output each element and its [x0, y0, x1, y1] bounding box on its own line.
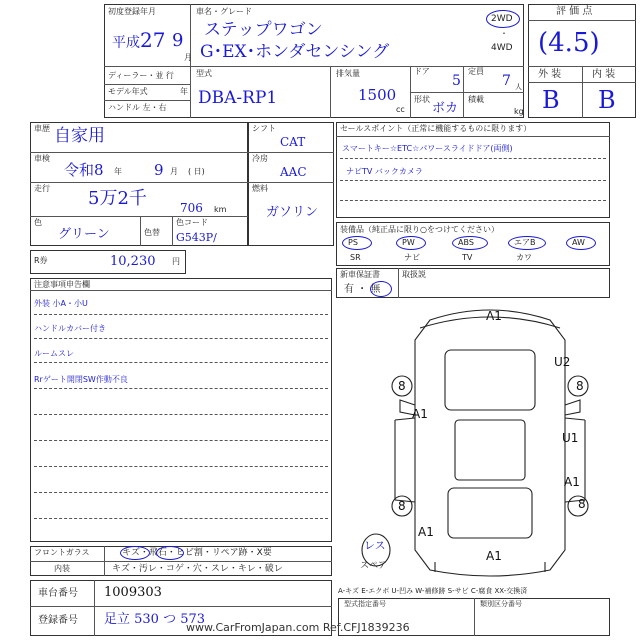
model-year-unit: 年	[180, 87, 188, 96]
recycle-amount: 10,230	[110, 254, 156, 269]
model-class-label: 型式指定番号	[344, 600, 386, 608]
interior-options: キズ・汚レ・コゲ・穴・スレ・キレ・破レ	[112, 564, 283, 574]
equip-aw: AW	[572, 238, 585, 247]
equip-tv: TV	[462, 253, 473, 262]
car-name-label: 車名・グレード	[196, 7, 252, 16]
inspection-year-unit: 年	[114, 167, 122, 176]
shift-label: シフト	[252, 124, 276, 133]
footer-watermark: www.CarFromJapan.com Ref.CFJ1839236	[186, 621, 410, 634]
damage-legend: A-キズ E-エクボ U-凹み W-補修跡 S-サビ C-腐食 XX-交換済	[338, 587, 528, 595]
damage-a1-right: A1	[564, 475, 580, 489]
month-unit: 月	[184, 53, 192, 62]
interior-grade: B	[598, 86, 616, 114]
mileage-label: 走行	[34, 184, 50, 193]
damage-a1-left: A1	[412, 407, 428, 421]
color-label: 色	[34, 218, 42, 227]
note-2: ハンドルカバー付き	[34, 324, 106, 333]
doors-label: ドア	[414, 67, 430, 76]
warranty-label: 新車保証書	[340, 270, 380, 279]
equipment-label: 装備品（純正品に限り○をつけてください）	[340, 225, 499, 234]
first-registration-era: 平成	[112, 35, 140, 51]
fuel-label: 燃料	[252, 184, 268, 193]
sales-points-label: セールスポイント（正常に機能するものに限ります）	[340, 124, 532, 133]
ac: AAC	[280, 165, 307, 179]
interior-label: 内 装	[592, 69, 616, 80]
note-4: Rrゲート開閉SW作動不良	[34, 375, 128, 384]
tire-rl: 8	[398, 499, 406, 513]
first-registration-label: 初度登録年月	[108, 7, 156, 16]
drive-dot: ・	[500, 29, 508, 38]
shift: CAT	[280, 135, 306, 149]
ac-label: 冷房	[252, 154, 268, 163]
exterior-label: 外 装	[538, 69, 562, 80]
inspection-month: 9	[154, 161, 164, 179]
displacement: 1500	[358, 86, 397, 104]
damage-a1-rear-left: A1	[418, 525, 434, 539]
damage-a1-rear: A1	[486, 549, 502, 563]
front-glass-options: キズ・飛石・ヒビ割・リペア跡・X要	[122, 548, 272, 558]
color-code-label: 色コード	[176, 218, 208, 227]
sales-point-2: ナビTV バックカメラ	[346, 167, 423, 176]
inspection-day: ( 日)	[188, 167, 205, 176]
load-capacity-label: 積載	[468, 95, 484, 104]
manual-label: 取扱説	[402, 270, 426, 279]
first-registration-month: 9	[172, 30, 184, 51]
inspection-label: 車検	[34, 154, 50, 163]
equip-navi: ナビ	[404, 253, 420, 262]
usage: 自家用	[54, 126, 105, 146]
mileage-unit: km	[214, 205, 227, 214]
class-number-label: 類別区分番号	[480, 600, 522, 608]
color-change-label: 色替	[144, 228, 160, 237]
notes-label: 注意事項申告欄	[34, 280, 90, 289]
equip-airbag: エアB	[514, 238, 536, 247]
body-shape: ボカ	[432, 101, 459, 116]
tire-fl: 8	[398, 379, 406, 393]
tire-fr: 8	[576, 379, 584, 393]
plate-number: 足立 530 つ 573	[104, 612, 206, 627]
plate-label: 登録番号	[38, 615, 78, 626]
capacity: 7	[502, 73, 511, 89]
glass-chip-circle	[156, 546, 184, 560]
equip-abs: ABS	[458, 238, 474, 247]
interior-label-row: 内装	[54, 564, 70, 573]
warranty-value: 有 ・ 無	[344, 284, 381, 295]
spare-none: レス	[364, 539, 386, 552]
displacement-label: 排気量	[336, 69, 360, 78]
front-glass-label: フロントガラス	[34, 548, 90, 557]
note-3: ルームスレ	[34, 349, 74, 358]
equip-sr: SR	[350, 253, 361, 262]
load-capacity-unit: kg	[514, 107, 524, 116]
drive-2wd: 2WD	[491, 14, 513, 24]
capacity-label: 定員	[468, 67, 484, 76]
recycle-label: R券	[34, 256, 48, 265]
tire-rr: 8	[578, 497, 586, 511]
glass-scratch-circle	[120, 546, 150, 560]
handle-label: ハンドル 左・右	[108, 103, 167, 112]
recycle-unit: 円	[172, 257, 180, 266]
sales-point-1: スマートキー☆ETC☆パワースライドドア(両側)	[342, 144, 513, 153]
model-year-label: モデル年式	[108, 87, 148, 96]
score-label: 評 価 点	[556, 6, 593, 17]
inspection-era: 令和8	[64, 161, 104, 179]
spare-label: スペア	[360, 561, 388, 571]
chassis-number: 1009303	[104, 585, 162, 600]
color-code: G543P/	[176, 231, 217, 244]
displacement-unit: cc	[396, 105, 405, 114]
usage-label: 車歴	[34, 124, 50, 133]
doors: 5	[452, 73, 461, 89]
note-1: 外装 小A・小U	[34, 299, 88, 308]
chassis-label: 車台番号	[38, 588, 78, 599]
color: グリーン	[58, 227, 110, 242]
damage-u1: U1	[562, 431, 579, 445]
model-code-label: 型式	[196, 69, 212, 78]
notes	[30, 278, 332, 542]
body-shape-label: 形状	[414, 95, 430, 104]
mileage-digits: 706	[180, 201, 203, 215]
car-name: ステップワゴン	[204, 20, 323, 40]
capacity-unit: 人	[515, 83, 522, 91]
inspection-month-unit: 月	[170, 167, 178, 176]
car-damage-diagram	[360, 300, 620, 580]
mileage-handwritten: 5万2千	[88, 188, 147, 209]
first-registration-year: 27	[140, 28, 166, 52]
equip-ps: PS	[348, 238, 358, 247]
warranty-none-circle	[370, 281, 392, 297]
drive-4wd: 4WD	[491, 43, 513, 53]
exterior-grade: B	[542, 86, 560, 114]
car-grade: G･EX･ホンダセンシング	[200, 42, 390, 62]
recycle	[30, 250, 186, 274]
equip-pw: PW	[402, 238, 415, 247]
model-code: DBA-RP1	[198, 88, 278, 108]
damage-u2: U2	[554, 355, 571, 369]
overall-score: (4.5)	[538, 28, 600, 58]
damage-a1-front: A1	[486, 309, 502, 323]
dealer-parallel-label: ディーラー・並 行	[108, 71, 174, 80]
fuel: ガソリン	[266, 205, 319, 220]
equip-leather: カワ	[516, 253, 532, 262]
